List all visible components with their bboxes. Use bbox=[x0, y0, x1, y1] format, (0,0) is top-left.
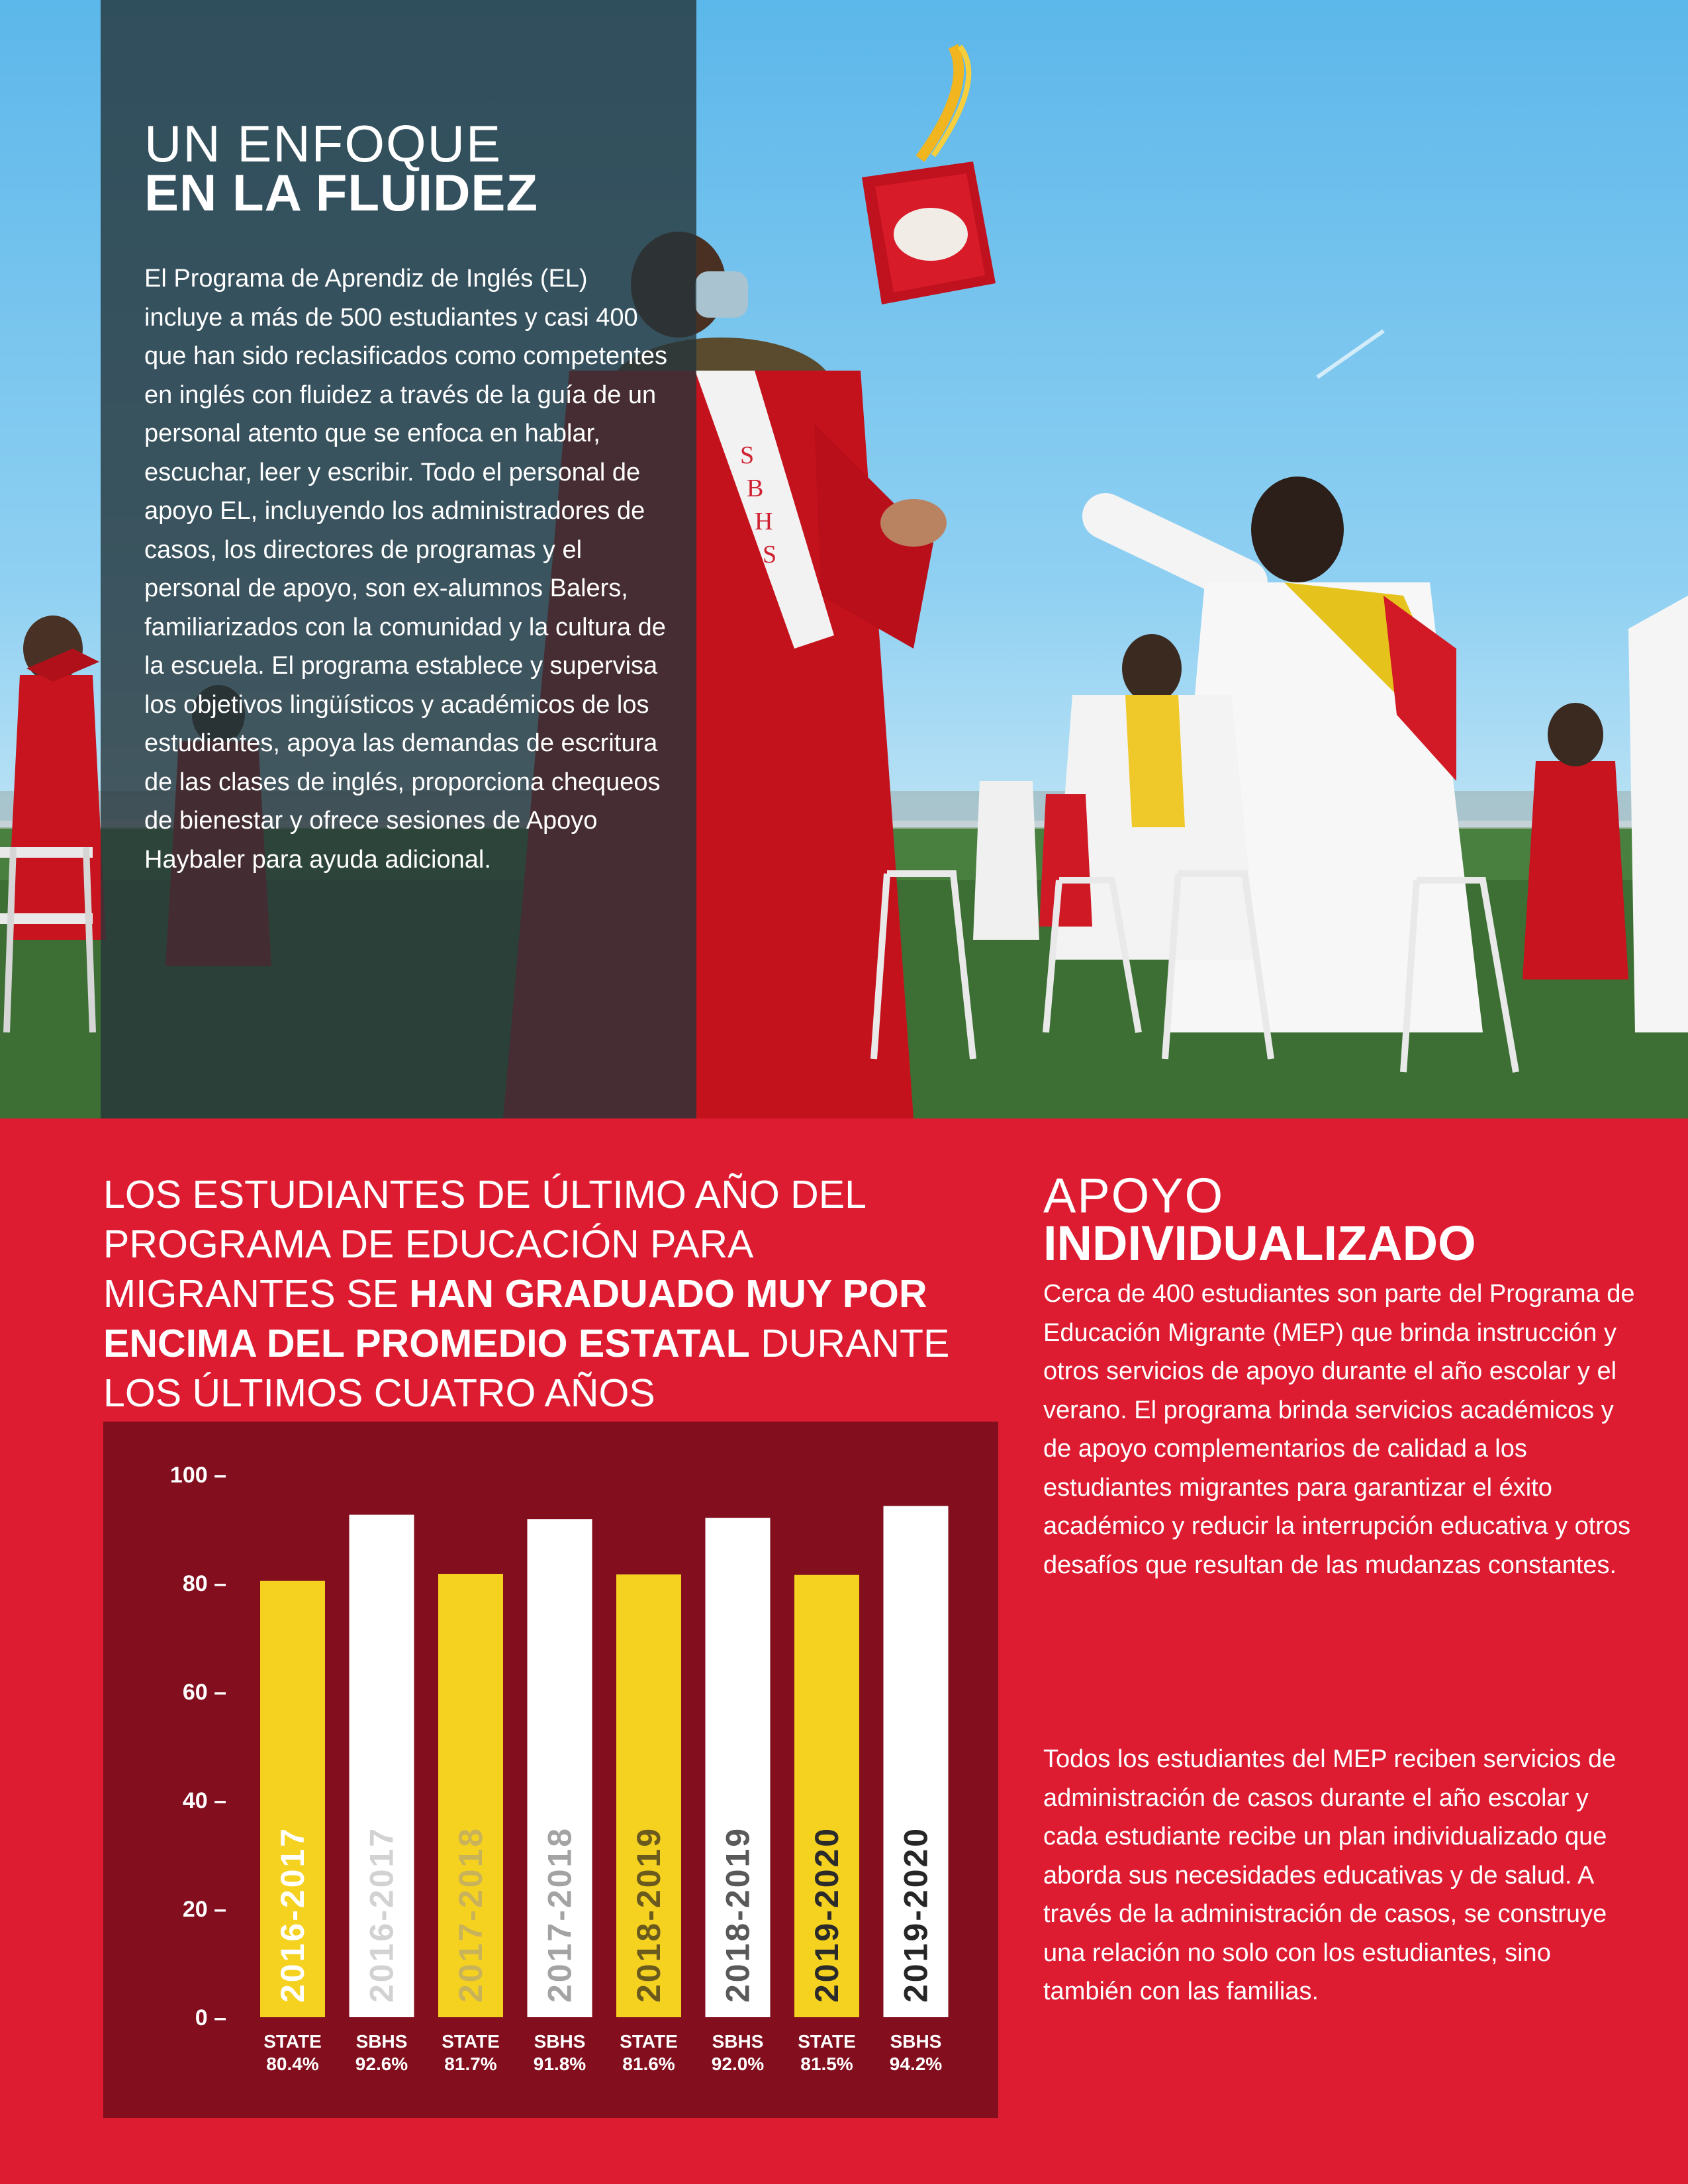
bar-value-label: 81.7% bbox=[444, 2054, 497, 2074]
hero-body-text: El Programa de Aprendiz de Inglés (EL) incluye a más de 500 estudiantes y casi 400 que han sido reclasificados como competentes en inglés con fluidez a través de la guía de un personal atento que se enfoca en hablar, escuchar, leer y escribir. Todo el personal de apoyo EL, incluyendo los administradores de casos, los directores de programas y el personal de apoyo, son ex-alumnos Balers, familiarizados con la comunidad y la cultura de la escuela. El programa establece y supervisa los objetivos lingüísticos y académicos de los estudiantes, apoya las demandas de escritura de las clases de inglés, proporciona chequeos de bienestar y ofrece sesiones de Apoyo Haybaler para ayuda adicional. bbox=[144, 265, 668, 874]
graduation-rate-chart bbox=[103, 1422, 998, 2118]
chart-heading-part1: LOS ESTUDIANTES DE ÚLTIMO AÑO DEL PROGRAMA DE EDUCACIÓN PARA MIGRANTES SE bbox=[103, 1173, 865, 1316]
chart-heading-bold: HAN GRADUADO MUY POR ENCIMA DEL PROMEDIO ESTATAL bbox=[103, 1272, 927, 1365]
bar-group-label: STATE bbox=[263, 2031, 322, 2052]
bar-year-label: 2018-2019 bbox=[630, 1826, 667, 2003]
apoyo-title-line2: INDIVIDUALIZADO bbox=[1043, 1216, 1476, 1271]
bar-value-label: 81.5% bbox=[800, 2054, 853, 2074]
bar-group-label: SBHS bbox=[355, 2031, 408, 2052]
apoyo-paragraph-2: Todos los estudiantes del MEP reciben servicios de administración de casos durante el año escolar y cada estudiante recibe un plan individualizado que aborda sus necesidades educativas y de salud. A través de la administración de casos, se construye una relación no solo con los estudiantes, sino también con las familias. bbox=[1043, 1745, 1617, 2005]
bar-value-label: 80.4% bbox=[266, 2054, 319, 2074]
stole-letter-h: H bbox=[755, 508, 773, 535]
chart-svg bbox=[103, 1422, 998, 2118]
bar-value-label: 91.8% bbox=[533, 2054, 586, 2074]
chart-heading bbox=[103, 1170, 990, 1418]
apoyo-title-line1: APOYO bbox=[1043, 1168, 1225, 1223]
bar-year-label: 2019-2020 bbox=[808, 1826, 845, 2003]
bar-year-label: 2016-2017 bbox=[274, 1826, 311, 2003]
y-tick-label: 20 – bbox=[182, 1897, 226, 1922]
bar-year-label: 2018-2019 bbox=[719, 1826, 757, 2003]
y-tick-label: 0 – bbox=[195, 2005, 226, 2030]
stole-letter-s2: S bbox=[763, 541, 777, 569]
hero-title-line1: UN ENFOQUE bbox=[144, 114, 502, 173]
y-tick-label: 100 – bbox=[169, 1463, 226, 1488]
chart-heading-part2: DURANTE LOS ÚLTIMOS CUATRO AÑOS bbox=[103, 1322, 950, 1415]
bar-value-label: 81.6% bbox=[622, 2054, 675, 2074]
bar-group-label: SBHS bbox=[890, 2031, 942, 2052]
y-tick-label: 40 – bbox=[182, 1788, 226, 1813]
bar-group-label: STATE bbox=[442, 2031, 500, 2052]
bar-year-label: 2017-2018 bbox=[541, 1826, 579, 2003]
bar-year-label: 2016-2017 bbox=[363, 1826, 400, 2003]
bar-year-label: 2017-2018 bbox=[452, 1826, 489, 2003]
bar-value-label: 92.6% bbox=[355, 2054, 408, 2074]
apoyo-paragraph-1: Cerca de 400 estudiantes son parte del Programa de Educación Migrante (MEP) que brinda instrucción y otros servicios de apoyo durante el año escolar y el verano. El programa brinda servicios académicos y de apoyo complementarios de calidad a los estudiantes migrantes para garantizar el éxito académico y reducir la interrupción educativa y otros desafíos que resultan de las mudanzas constantes. bbox=[1043, 1280, 1635, 1579]
bar-group-label: SBHS bbox=[534, 2031, 586, 2052]
bar-group-label: SBHS bbox=[712, 2031, 764, 2052]
bar-year-label: 2019-2020 bbox=[897, 1826, 935, 2003]
bar-group-label: STATE bbox=[620, 2031, 678, 2052]
y-tick-label: 80 – bbox=[182, 1571, 226, 1596]
bar-group-label: STATE bbox=[798, 2031, 856, 2052]
hero-title-line2: EN LA FLUIDEZ bbox=[144, 163, 539, 222]
stole-letter-s1: S bbox=[740, 441, 755, 469]
stole-letter-b: B bbox=[747, 475, 764, 502]
bar-value-label: 94.2% bbox=[889, 2054, 943, 2074]
bar-value-label: 92.0% bbox=[711, 2054, 765, 2074]
y-tick-label: 60 – bbox=[182, 1680, 226, 1705]
